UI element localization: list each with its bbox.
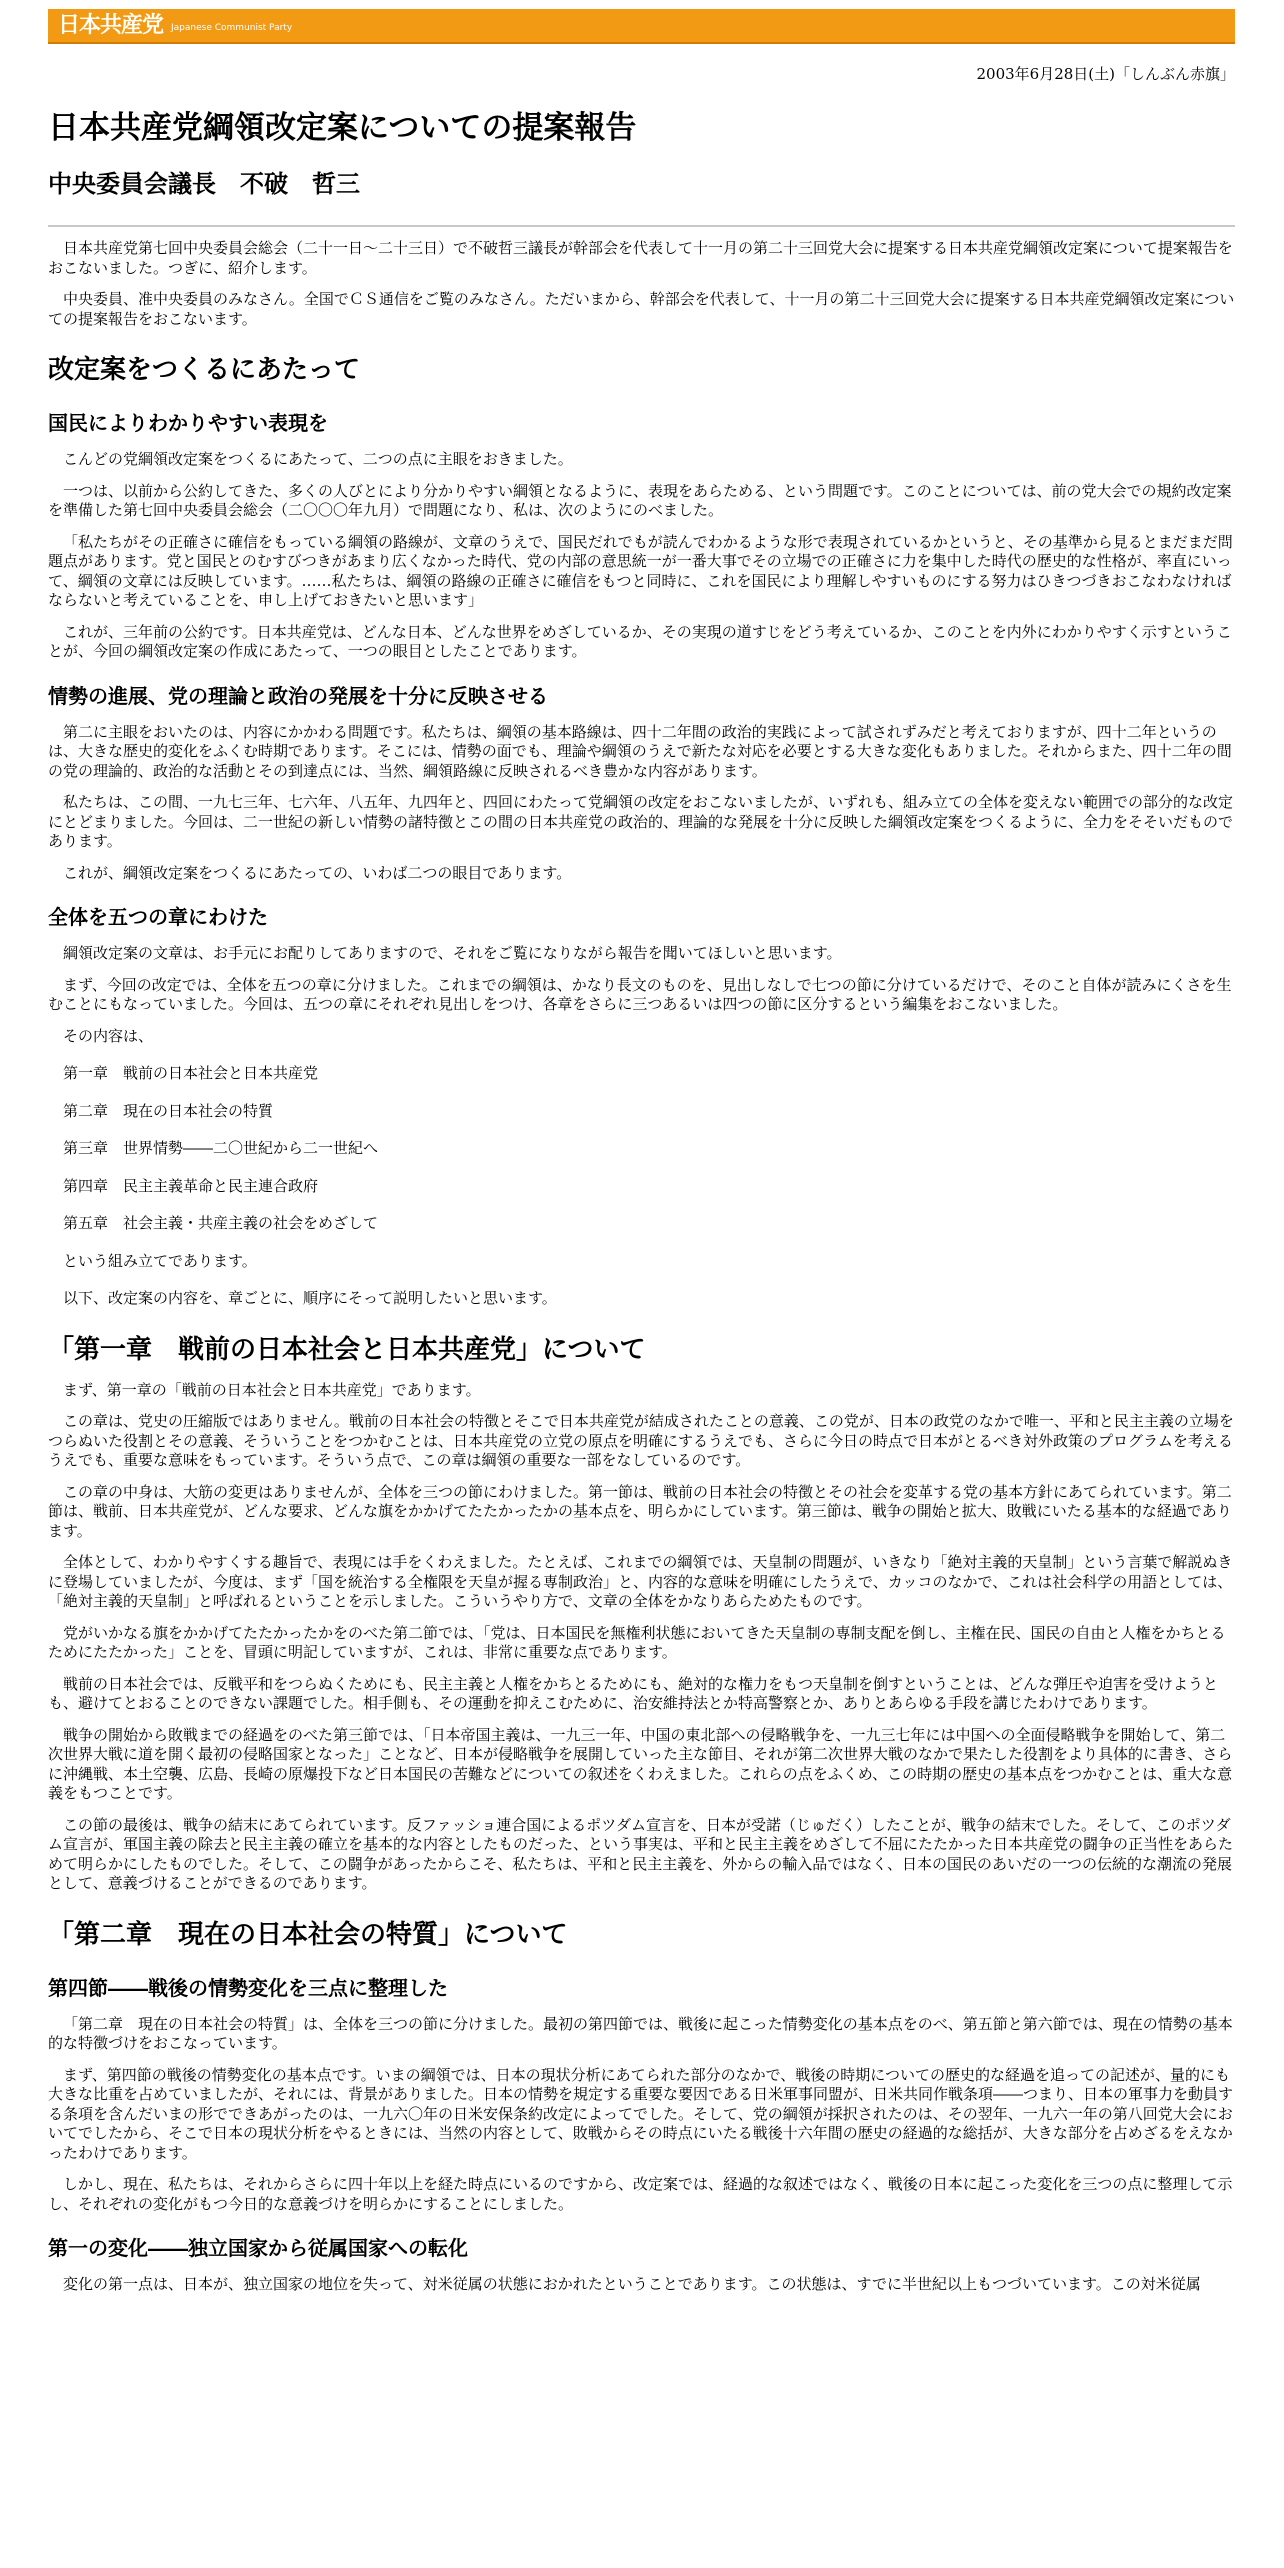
body-paragraph: これが、綱領改定案をつくるにあたっての、いわば二つの眼目であります。 (63, 863, 572, 882)
section-heading: 「第二章 現在の日本社会の特質」について (48, 1919, 568, 1950)
body-paragraph: 変化の第一点は、日本が、独立国家の地位を失って、対米従属の状態におかれたということであります。この状態は、すでに半世紀以上もつづいています。この対米従属 (63, 2275, 1201, 2293)
divider (48, 225, 1235, 227)
body-paragraph: という組み立てであります。 (63, 1251, 257, 1270)
subsection-heading: 国民によりわかりやすい表現を (48, 411, 328, 435)
body-paragraph: この章の中身は、大筋の変更はありませんが、全体を三つの節にわけました。第一節は、戦前の日本社会の特徴とその社会を変革する党の基本方針にあてられています。第二節は、戦前、日本共産党が、どんな要求、どんな旗をかかげてたたかったかの基本点を、明らかにしています。第三節は、戦争の開始と拡大、敗戦にいたる基本的な経過であります。 (48, 1482, 1232, 1540)
section-heading: 改定案をつくるにあたって (48, 355, 361, 385)
quote-paragraph: 「私たちがその正確さに確信をもっている綱領の路線が、文章のうえで、国民だれでもが読んでわかるような形で表現されているかというと、その基準から見るとまだまだ問題点があります。党と国民とのむすびつきがあまり広くなかった時代、党の内部の意思統一が一番大事でその立場での正確さに力を集中した時代の歴史的な性格が、率直にいって、綱領の文章には反映しています。……私たちは、綱領の路線の正確さに確信をもつと同時に、これを国民により理解しやすいものにする努力はひきつづきおこなわなければならないと考えていることを、申し上げておきたいと思います」 (48, 532, 1233, 609)
article-author: 中央委員会議長 不破 哲三 (48, 169, 360, 198)
subsection-heading: 第四節――戦後の情勢変化を三点に整理した (48, 1975, 448, 2000)
chapter-list-item: 第二章 現在の日本社会の特質 (63, 1101, 274, 1120)
body-paragraph: 党がいかなる旗をかかげてたたかったかをのべた第二節では、「党は、日本国民を無権利状態においてきた天皇制の専制支配を倒し、主権在民、国民の自由と人権をかちとるためにたたかった」ことを、冒頭に明記していますが、これは、非常に重要な点であります。 (48, 1623, 1226, 1661)
body-paragraph: 私たちは、この間、一九七三年、七六年、八五年、九四年と、四回にわたって党綱領の改定をおこないましたが、いずれも、組み立ての全体を変えない範囲での部分的な改定にとどまりました。今回は、二一世紀の新しい情勢の諸特徴とこの間の日本共産党の政治的、理論的な発展を十分に反映した綱領改定案をつくるように、全力をそそいだものであります。 (48, 793, 1234, 850)
body-paragraph: まず、第四節の戦後の情勢変化の基本点です。いまの綱領では、日本の現状分析にあてられた部分のなかで、戦後の時期についての歴史的な経過を追っての記述が、量的にも大きな比重を占めていましたが、それには、背景がありました。日本の情勢を規定する重要な要因である日米軍事同盟が、日米共同作戦条項――つまり、日本の軍事力を動員する条項を含んだいまの形でできあがったのは、一九六〇年の日米安保条約改定によってでした。そして、党の綱領が採択されたのは、その翌年、一九六一年の第八回党大会においてでしたから、そこで日本の現状分析をやるときには、当然の内容として、敗戦からその時点にいたる戦後十六年間の歴史の経過的な総括が、大きな部分を占めざるをえなかったわけであります。 (48, 2065, 1234, 2162)
chapter-list-item: 第三章 世界情勢――二〇世紀から二一世紀へ (63, 1139, 379, 1157)
section-heading: 「第一章 戦前の日本社会と日本共産党」について (48, 1334, 646, 1365)
chapter-list-item: 第五章 社会主義・共産主義の社会をめざして (63, 1214, 379, 1232)
body-paragraph: 戦争の開始から敗戦までの経過をのべた第三節では、「日本帝国主義は、一九三一年、中国の東北部への侵略戦争を、一九三七年には中国への全面侵略戦争を開始して、第二次世界大戦に道を開く最初の侵略国家となった」ことなど、日本が侵略戦争を展開していった主な節目、それが第二次世界大戦のなかで果たした役割をより具体的に書き、さらに沖縄戦、本土空襲、広島、長崎の原爆投下など日本国民の苦難などについての叙述をくわえました。これらの点をふくめ、この時期の歴史の基本点をつかむことは、重大な意義をもつことです。 (48, 1725, 1233, 1802)
body-paragraph: これが、三年前の公約です。日本共産党は、どんな日本、どんな世界をめざしているか、その実現の道すじをどう考えているか、このことを内外にわかりやすく示すということが、今回の綱領改定案の作成にあたって、一つの眼目としたことであります。 (48, 622, 1232, 660)
body-paragraph: この節の最後は、戦争の結末にあてられています。反ファッショ連合国によるポツダム宣言を、日本が受諾（じゅだく）したことが、戦争の結末でした。そして、このポツダム宣言が、軍国主義の除去と民主主義の確立を基本的な内容としたものだった、という事実は、平和と民主主義をめざして不屈にたたかった日本共産党の闘争の正当性をあらためて明らかにしたものでした。そして、この闘争があったからこそ、私たちは、平和と民主主義を、外からの輸入品ではなく、日本の国民のあいだの一つの伝統的な潮流の発展として、意義づけることができるのであります。 (48, 1815, 1234, 1892)
body-paragraph: まず、今回の改定では、全体を五つの章に分けました。これまでの綱領は、かなり長文のものを、見出しなしで七つの節に分けているだけで、そのこと自体が読みにくさを生むことにもなっていました。今回は、五つの章にそれぞれ見出しをつけ、各章をさらに三つあるいは四つの節に区分するという編集をおこないました。 (48, 975, 1232, 1013)
body-paragraph: 「第二章 現在の日本社会の特質」は、全体を三つの節に分けました。最初の第四節では、戦後に起こった情勢変化の基本点をのべ、第五節と第六節では、現在の情勢の基本的な特徴づけをおこなっています。 (48, 2014, 1233, 2052)
intro-paragraph: 中央委員、准中央委員のみなさん。全国でＣＳ通信をご覧のみなさん。ただいまから、幹部会を代表して、十一月の第二十三回党大会に提案する日本共産党綱領改定案についての提案報告をおこないます。 (48, 290, 1235, 328)
body-paragraph: この章は、党史の圧縮版ではありません。戦前の日本社会の特徴とそこで日本共産党が結成されたことの意義、この党が、日本の政党のなかで唯一、平和と民主主義の立場をつらぬいた役割とその意義、そういうことをつかむことは、日本共産党の立党の原点を明確にするうえでも、さらに今日の時点で日本がとるべき対外政策のプログラムを考えるうえでも、重要な意味をもっています。そういう点で、この章は綱領の重要な一部をなしているのです。 (48, 1412, 1234, 1469)
body-paragraph: 戦前の日本社会では、反戦平和をつらぬくためにも、民主主義と人権をかちとるためにも、絶対的な権力をもつ天皇制を倒すということは、どんな弾圧や迫害を受けようとも、避けてとおることのできない課題でした。相手側も、その運動を抑えこむために、治安維持法とか特高警察とか、ありとあらゆる手段を講じたわけであります。 (48, 1674, 1219, 1712)
chapter-list-item: 第四章 民主主義革命と民主連合政府 (63, 1176, 319, 1195)
article-title: 日本共産党綱領改定案についての提案報告 (48, 110, 637, 146)
logo-text: 日本共産党 (58, 12, 164, 38)
chapter-list-item: 第一章 戦前の日本社会と日本共産党 (63, 1064, 319, 1082)
intro-paragraph: 日本共産党第七回中央委員会総会（二十一日～二十三日）で不破哲三議長が幹部会を代表して十一月の第二十三回党大会に提案する日本共産党綱領改定案について提案報告をおこないました。つぎに、紹介します。 (48, 239, 1233, 277)
body-paragraph: 全体として、わかりやすくする趣旨で、表現には手をくわえました。たとえば、これまでの綱領では、天皇制の問題が、いきなり「絶対主義的天皇制」という言葉で解説ぬきに登場していましたが、今度は、まず「国を統治する全権限を天皇が握る専制政治」と、内容的な意味を明確にしたうえで、カッコのなかで、これは社会科学の用語としては、「絶対主義的天皇制」と呼ばれるということを示しました。こういうやり方で、文章の全体をかなりあらためたものです。 (48, 1553, 1233, 1610)
dateline: 2003年6月28日(土)「しんぶん赤旗」 (976, 65, 1235, 83)
body-paragraph: まず、第一章の「戦前の日本社会と日本共産党」であります。 (63, 1380, 481, 1399)
body-paragraph: 綱領改定案の文章は、お手元にお配りしてありますので、それをご覧になりながら報告を聞いてほしいと思います。 (63, 944, 842, 962)
subsection-heading: 情勢の進展、党の理論と政治の発展を十分に反映させる (48, 683, 548, 708)
subsection-heading: 第一の変化――独立国家から従属国家への転化 (48, 2236, 468, 2260)
body-paragraph: 第二に主眼をおいたのは、内容にかかわる問題です。私たちは、綱領の基本路線は、四十二年間の政治的実践によって試されずみだと考えておりますが、四十二年というのは、大きな歴史的変化をふくむ時期であります。そこには、情勢の面でも、理論や綱領のうえで新たな対応を必要とする大きな変化もありました。それからまた、四十二年の間の党の理論的、政治的な活動とその到達点には、当然、綱領路線に反映されるべき豊かな内容があります。 (48, 722, 1232, 780)
subsection-heading: 全体を五つの章にわけた (48, 905, 268, 929)
body-paragraph: 以下、改定案の内容を、章ごとに、順序にそって説明したいと思います。 (63, 1289, 557, 1307)
body-paragraph: 一つは、以前から公約してきた、多くの人びとにより分かりやすい綱領となるように、表現をあらためる、という問題です。このことについては、前の党大会での規約改定案を準備した第七回中央委員会総会（二〇〇〇年九月）で問題になり、私は、次のようにのべました。 (48, 481, 1232, 519)
logo-subtitle: Japanese Communist Party (171, 22, 293, 33)
body-paragraph: しかし、現在、私たちは、それからさらに四十年以上を経た時点にいるのですから、改定案では、経過的な叙述ではなく、戦後の日本に起こった変化を三つの点に整理して示し、それぞれの変化がもつ今日的な意義づけを明らかにすることにしました。 (48, 2175, 1233, 2213)
jcp-logo[interactable] (48, 12, 293, 38)
article (48, 52, 1235, 2295)
site-header-banner (48, 9, 1235, 44)
body-paragraph: こんどの党綱領改定案をつくるにあたって、二つの点に主眼をおきました。 (63, 450, 573, 468)
body-paragraph: その内容は、 (63, 1026, 154, 1045)
